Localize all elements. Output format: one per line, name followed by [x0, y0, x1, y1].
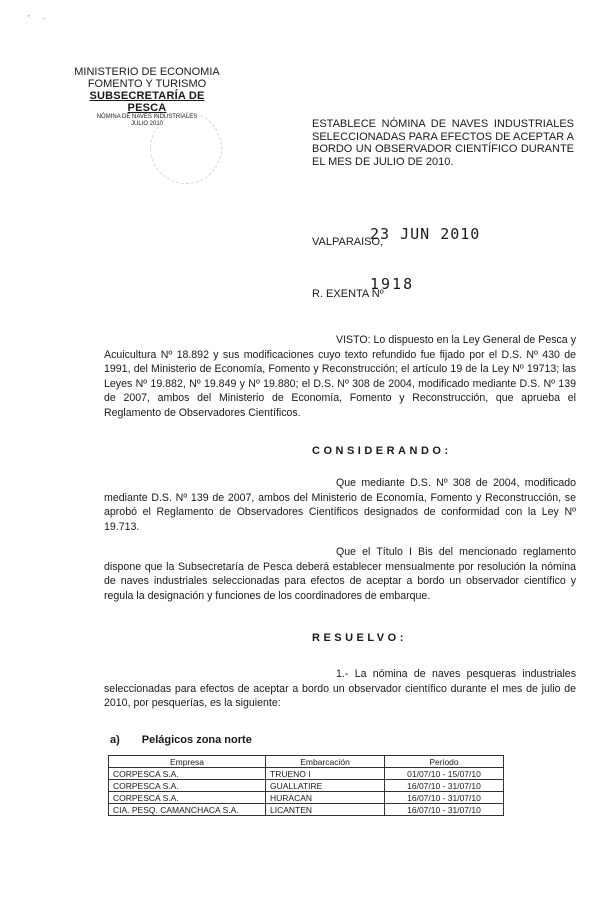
- visto-paragraph: VISTO: Lo dispuesto en la Ley General de Pesca y Acuicultura Nº 18.892 y sus modificaciones cuyo texto refundido fue fijado por el D.S. Nº 430 de 1991, del Ministerio de Economía, Fomento y Reconstrucción; el artículo 19 de la Ley Nº 19713; las Leyes Nº 19.882, Nº 19.849 y Nº 19.880; el D.S. Nº 308 de 2004, modificado mediante D.S. Nº 139 de 2007, ambos del Ministerio de Economía, Fomento y Reconstrucción, que aprueba el Reglamento de Observadores Científicos.: [104, 334, 576, 419]
- resuelvo-heading: RESUELVO:: [312, 632, 407, 644]
- date-stamp: 23 JUN 2010: [370, 225, 481, 243]
- table-header-row: [109, 756, 504, 768]
- document-title: ESTABLECE NÓMINA DE NAVES INDUSTRIALES SELECCIONADAS PARA EFECTOS DE ACEPTAR A BORDO UN OBSERVADOR CIENTÍFICO DURANTE EL MES DE JULIO DE 2010.: [312, 118, 574, 168]
- cell-empresa: CORPESCA S.A.: [109, 780, 266, 792]
- place-label: VALPARAISO,: [312, 236, 384, 248]
- section-letter: a): [110, 734, 120, 746]
- cell-periodo: 16/07/10 - 31/07/10: [385, 780, 504, 792]
- considerando-paragraph-2: Que el Título I Bis del mencionado reglamento dispone que la Subsecretaría de Pesca deberá establecer mensualmente por resolución la nómina de naves industriales seleccionadas para efectos de aceptar a bordo un observador científico y regula la designación y funciones de los coordinadores de embarque.: [104, 546, 576, 602]
- col-header-embarcacion: Embarcación: [266, 756, 385, 768]
- cell-embarcacion: GUALLATIRE: [266, 780, 385, 792]
- col-header-periodo: Periodo: [385, 756, 504, 768]
- table-row: [109, 780, 504, 792]
- table-row: [109, 768, 504, 780]
- subsecretaria-name: SUBSECRETARÍA DE PESCA: [89, 90, 205, 114]
- cell-empresa: CORPESCA S.A.: [109, 792, 266, 804]
- ministry-name: MINISTERIO DE ECONOMIA: [74, 66, 220, 78]
- cell-periodo: 16/07/10 - 31/07/10: [385, 792, 504, 804]
- vessel-table: [108, 755, 504, 816]
- table-row: [109, 804, 504, 816]
- header-note-2: JULIO 2010: [130, 121, 164, 127]
- cell-empresa: CIA. PESQ. CAMANCHACA S.A.: [109, 804, 266, 816]
- cell-periodo: 01/07/10 - 15/07/10: [385, 768, 504, 780]
- section-name: Pelágicos zona norte: [141, 734, 252, 746]
- resuelvo-paragraph-1: 1.- La nómina de naves pesqueras industriales seleccionadas para efectos de aceptar a bordo un observador científico durante el mes de julio de 2010, por pesquerías, es la siguiente:: [104, 668, 576, 709]
- exenta-label: R. EXENTA Nº: [312, 288, 384, 300]
- official-seal: [150, 112, 222, 184]
- section-heading: [110, 734, 252, 746]
- cell-embarcacion: LICANTEN: [266, 804, 385, 816]
- header-note-1: NÓMINA DE NAVES INDUSTRIALES: [96, 114, 198, 120]
- exenta-number: 1918: [370, 275, 415, 293]
- corner-mark-right: ·: [42, 14, 45, 23]
- table-row: [109, 792, 504, 804]
- considerando-paragraph-1: Que mediante D.S. Nº 308 de 2004, modificado mediante D.S. Nº 139 de 2007, ambos del Ministerio de Economía, Fomento y Reconstrucción, se aprobó el Reglamento de Observadores Científicos designados de conformidad con la Ley Nº 19.713.: [104, 477, 576, 533]
- col-header-empresa: Empresa: [109, 756, 266, 768]
- ministry-subname: FOMENTO Y TURISMO: [87, 78, 207, 90]
- considerando-heading: CONSIDERANDO:: [312, 445, 452, 457]
- cell-embarcacion: TRUENO I: [266, 768, 385, 780]
- cell-periodo: 16/07/10 - 31/07/10: [385, 804, 504, 816]
- cell-empresa: CORPESCA S.A.: [109, 768, 266, 780]
- corner-mark-left: ': [28, 14, 30, 23]
- cell-embarcacion: HURACAN: [266, 792, 385, 804]
